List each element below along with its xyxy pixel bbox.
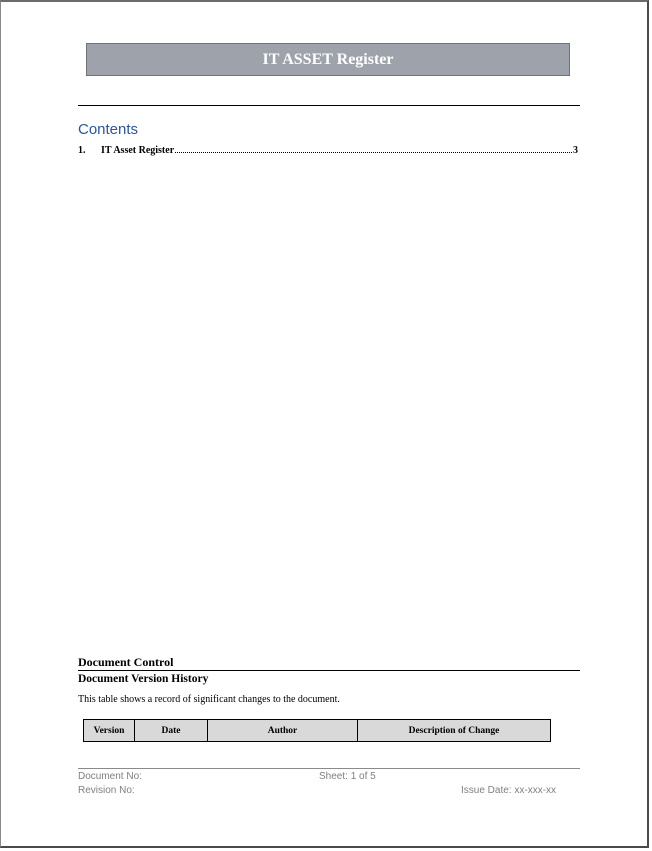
document-control-heading: Document Control: [78, 655, 174, 669]
header-divider: [78, 105, 580, 106]
column-header-author: Author: [208, 720, 358, 742]
contents-heading: Contents: [78, 121, 139, 138]
toc-entry[interactable]: [78, 144, 578, 158]
document-control-divider: [78, 670, 580, 671]
footer-issue-date: Issue Date: xx-xxx-xx: [461, 785, 557, 796]
version-history-table: [83, 719, 551, 742]
toc-entry-title[interactable]: IT Asset Register: [101, 145, 175, 156]
toc-leader-dots: [175, 144, 572, 153]
toc-entry-number: 1.: [78, 145, 86, 156]
column-header-date: Date: [135, 720, 208, 742]
column-header-version: Version: [84, 720, 135, 742]
version-history-note: This table shows a record of significant changes to the document.: [78, 694, 340, 705]
table-header-row: [84, 720, 551, 742]
footer-sheet: Sheet: 1 of 5: [319, 771, 376, 782]
footer-divider: [78, 768, 580, 769]
column-header-description: Description of Change: [358, 720, 551, 742]
toc-entry-page: 3: [573, 145, 578, 156]
version-history-heading: Document Version History: [78, 673, 209, 685]
footer-document-no: Document No:: [78, 771, 142, 782]
footer-revision-no: Revision No:: [78, 785, 135, 796]
document-title: IT ASSET Register: [86, 43, 570, 76]
